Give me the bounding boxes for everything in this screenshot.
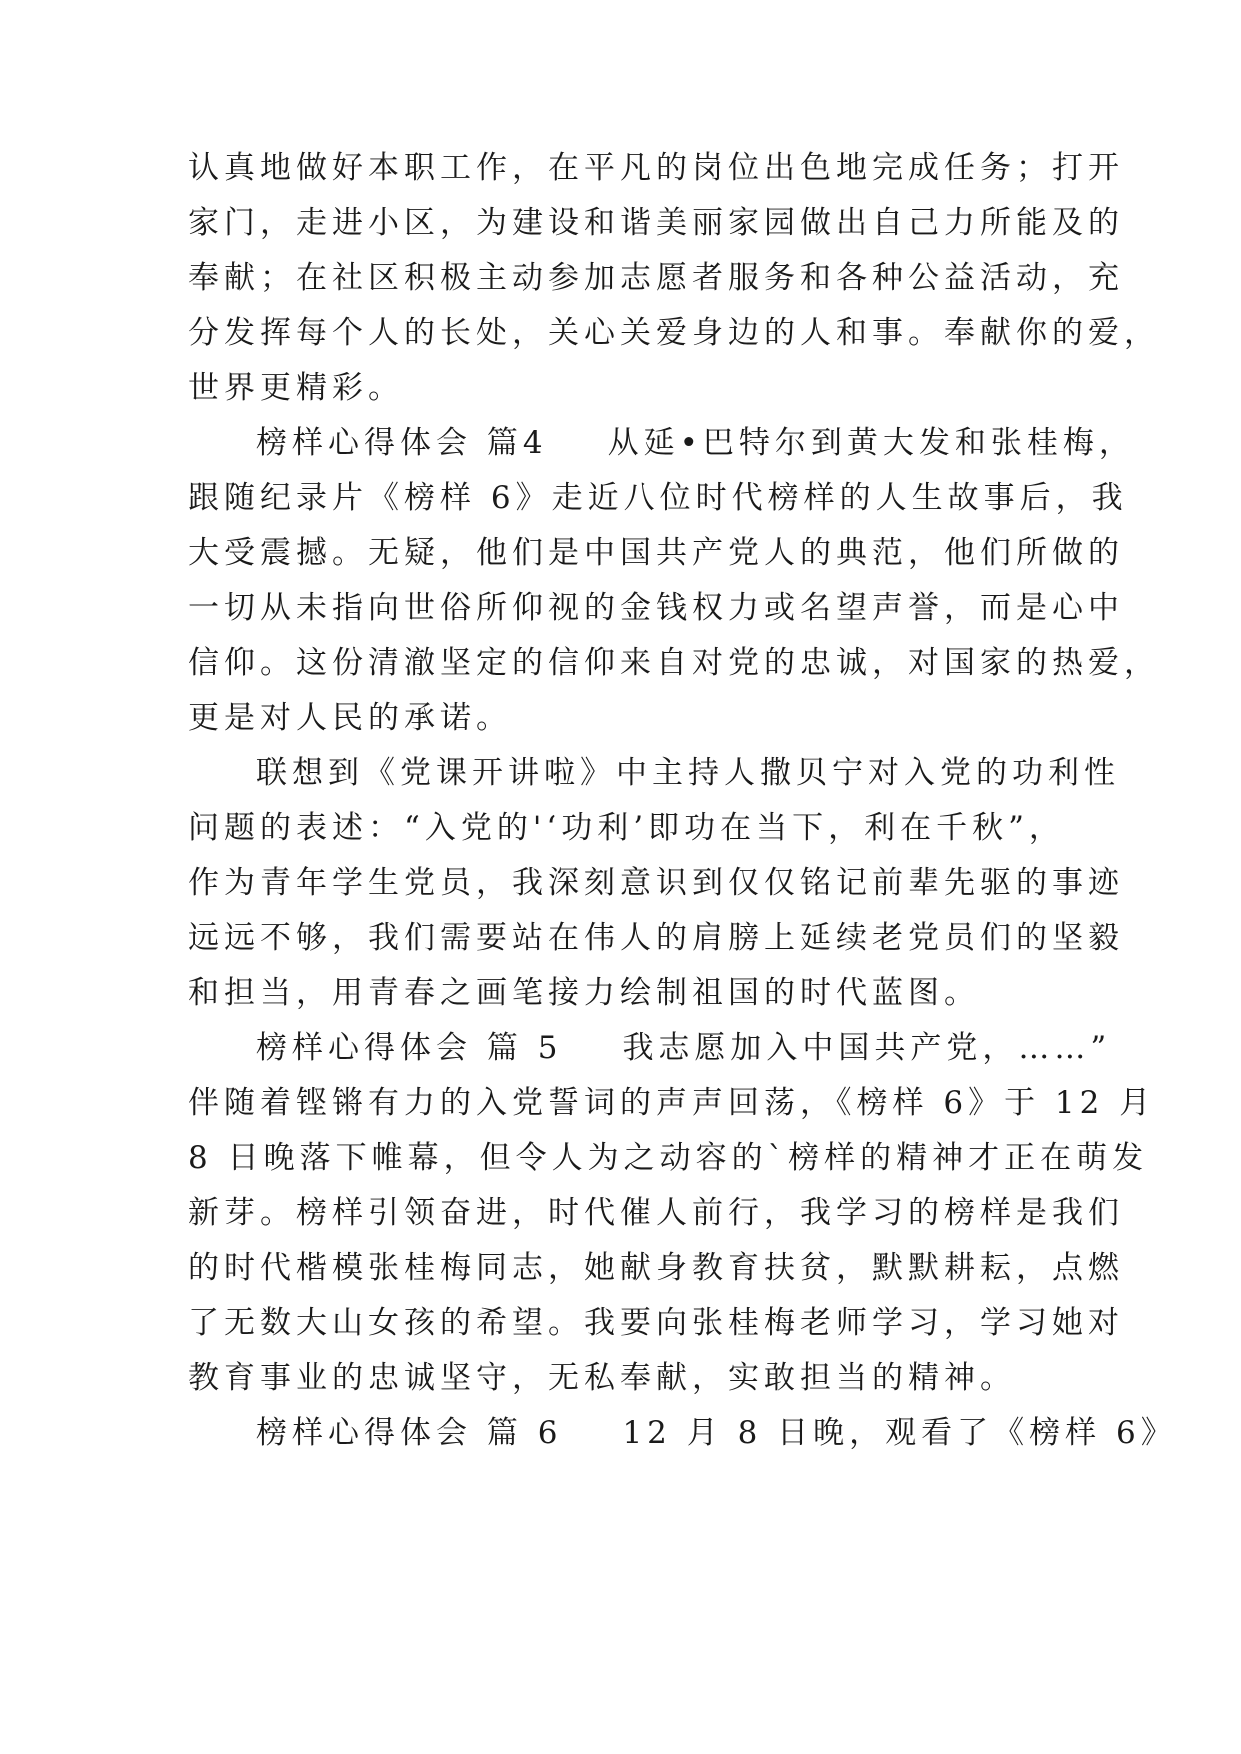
text-line: 信仰。这份清澈坚定的信仰来自对党的忠诚，对国家的热爱，	[188, 645, 1160, 681]
text-line: 认真地做好本职工作，在平凡的岗位出色地完成任务；打开	[188, 150, 1124, 186]
text-line: 大受震撼。无疑，他们是中国共产党人的典范，他们所做的	[188, 535, 1124, 571]
text-line: 奉献；在社区积极主动参加志愿者服务和各种公益活动，充	[188, 260, 1124, 296]
text-line: 新芽。榜样引领奋进，时代催人前行，我学习的榜样是我们	[188, 1195, 1124, 1231]
text-line: 家门，走进小区，为建设和谐美丽家园做出自己力所能及的	[188, 205, 1124, 241]
text-line: 世界更精彩。	[188, 370, 404, 406]
section-6-heading: 榜样心得体会 篇 6	[256, 1415, 563, 1451]
section-4-heading: 榜样心得体会 篇4	[256, 425, 548, 461]
text-line: 8 日晚落下帷幕，但令人为之动容的`榜样的精神才正在萌发	[188, 1140, 1149, 1176]
paragraph-start-line: 联想到《党课开讲啦》中主持人撒贝宁对入党的功利性	[256, 755, 1120, 791]
text-line: 教育事业的忠诚坚守，无私奉献，实敢担当的精神。	[188, 1360, 1016, 1396]
text-line: 问题的表述：“入党的'‘功利’即功在当下，利在千秋”，	[188, 810, 1065, 846]
section-4-heading-line	[256, 415, 1136, 471]
section-5-heading-line	[256, 1020, 1136, 1076]
text-line: 分发挥每个人的长处，关心关爱身边的人和事。奉献你的爱，	[188, 315, 1160, 351]
text-line: 和担当，用青春之画笔接力绘制祖国的时代蓝图。	[188, 975, 980, 1011]
section-5-lead: 我志愿加入中国共产党，……”	[622, 1030, 1112, 1066]
text-line: 更是对人民的承诺。	[188, 700, 512, 736]
text-line: 了无数大山女孩的希望。我要向张桂梅老师学习，学习她对	[188, 1305, 1124, 1341]
text-line: 的时代楷模张桂梅同志，她献身教育扶贫，默默耕耘，点燃	[188, 1250, 1124, 1286]
section-6-heading-line	[256, 1405, 1177, 1461]
text-line: 伴随着铿锵有力的入党誓词的声声回荡，《榜样 6》于 12 月	[188, 1085, 1156, 1121]
text-line: 跟随纪录片《榜样 6》走近八位时代榜样的人生故事后，我	[188, 480, 1128, 516]
section-4-lead: 从延•巴特尔到黄大发和张桂梅，	[607, 425, 1135, 461]
text-line: 一切从未指向世俗所仰视的金钱权力或名望声誉，而是心中	[188, 590, 1124, 626]
text-line: 远远不够，我们需要站在伟人的肩膀上延续老党员们的坚毅	[188, 920, 1124, 956]
section-5-heading: 榜样心得体会 篇 5	[256, 1030, 563, 1066]
section-6-lead: 12 月 8 日晚，观看了《榜样 6》	[622, 1415, 1177, 1451]
text-line: 作为青年学生党员，我深刻意识到仅仅铭记前辈先驱的事迹	[188, 865, 1124, 901]
